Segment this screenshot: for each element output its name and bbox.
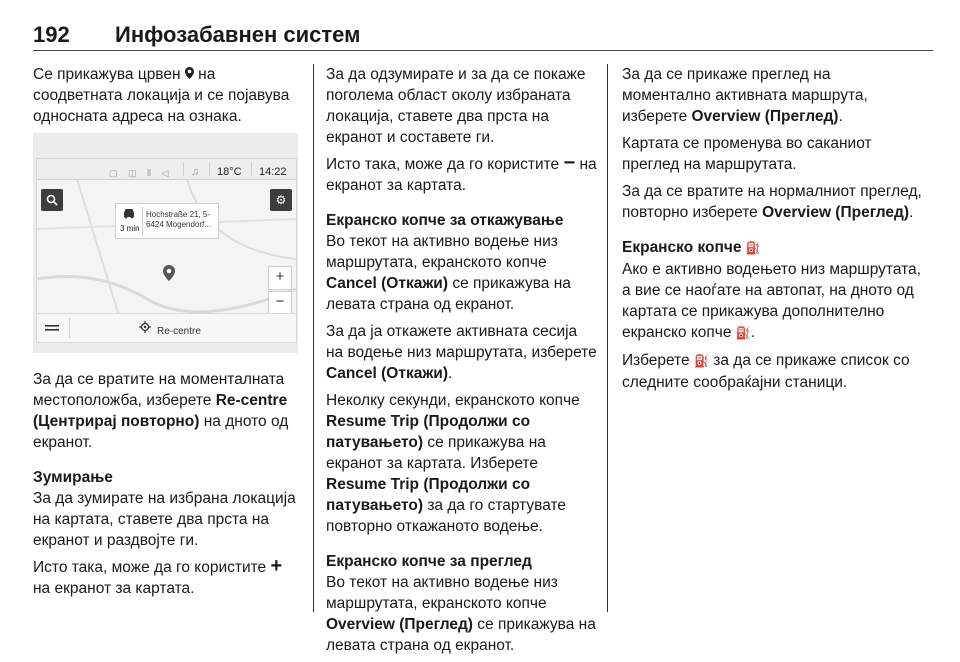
- destination-info-box[interactable]: [115, 203, 219, 239]
- paragraph: За да се вратите на нормалниот преглед, повторно изберете Overview (Преглед).: [622, 183, 922, 221]
- music-note-icon: ♫: [191, 166, 200, 178]
- paragraph: Во текот на активно водење низ маршрутата, екранското копче Cancel (Откажи) се прикажува на левата страна од екранот.: [326, 233, 571, 313]
- zoom-out-button[interactable]: −: [268, 291, 292, 315]
- recentre-icon: [139, 321, 151, 333]
- paragraph: Неколку секунди, екранското копче Resume Trip (Продолжи со патувањето) се прикажува на екранот за картата. Изберете Resume Trip (Продолжи со патувањето) за да го стартувате повторно откажаното водење.: [326, 392, 580, 535]
- column-divider: [607, 64, 608, 612]
- clock: 14:22: [259, 166, 287, 178]
- section-heading-button: Екранско копче ⛽: [622, 237, 922, 259]
- gear-icon: ⚙: [275, 193, 287, 207]
- column-divider: [313, 64, 314, 612]
- column-2: [326, 64, 598, 662]
- paragraph: За да одзумирате и за да се покаже поголема област околу избраната локација, ставете два прста на екранот и составете ги.: [326, 66, 586, 146]
- temperature: 18°C: [217, 166, 242, 178]
- search-icon: [46, 194, 58, 206]
- search-button[interactable]: [41, 189, 63, 211]
- zoom-in-button[interactable]: +: [268, 266, 292, 290]
- settings-button[interactable]: [270, 189, 292, 211]
- paragraph: Изберете ⛽ за да се прикаже список со следните сообраќајни станици.: [622, 352, 910, 391]
- minus-icon: −: [563, 152, 576, 174]
- fuel-station-icon: ⛽: [745, 241, 761, 255]
- paragraph: Се прикажува црвен на соодветната локација и се појавува односната адреса на ознака.: [33, 66, 290, 125]
- section-heading-zoom: Зумирање: [33, 469, 113, 486]
- status-icons: ▢ ◫ ⦀ ◁: [109, 168, 173, 178]
- section-heading-cancel: Екранско копче за откажување: [326, 212, 564, 229]
- status-bar: [37, 159, 296, 180]
- paragraph: За да зумирате на избрана локација на картата, ставете два прста на екранот и раздвојте ги.: [33, 490, 296, 549]
- plus-icon: +: [270, 555, 283, 577]
- eta: 3 min: [120, 224, 140, 233]
- car-icon: [122, 207, 136, 219]
- column-1: [33, 64, 298, 605]
- paragraph: Картата се променува во саканиот преглед на маршрутата.: [622, 135, 872, 173]
- chapter-title: Инфозабавнен систем: [115, 22, 361, 47]
- section-heading-overview: Екранско копче за преглед: [326, 553, 532, 570]
- paragraph: За да ја откажете активната сесија на водење низ маршрутата, изберете Cancel (Откажи).: [326, 323, 597, 382]
- fuel-station-icon: ⛽: [735, 326, 751, 340]
- column-3: [622, 64, 922, 399]
- destination-address: Hochstraße 21, 5- 6424 Mogendorf...: [146, 210, 211, 229]
- navigation-screenshot: [33, 133, 298, 353]
- page-header: [33, 22, 933, 52]
- paragraph: За да се вратите на моменталната местоположба, изберете Re-centre (Центрирај повторно) на дното од екранот.: [33, 371, 289, 451]
- pin-icon: [185, 64, 194, 85]
- header-rule: [33, 50, 933, 51]
- fuel-station-icon: ⛽: [693, 354, 709, 368]
- map-pin-icon: [163, 265, 175, 281]
- menu-icon[interactable]: [45, 322, 59, 334]
- paragraph: Исто така, може да го користите − на екранот за картата.: [326, 152, 597, 194]
- page-number: 192: [33, 22, 70, 47]
- paragraph: Исто така, може да го користите + на екранот за картата.: [33, 555, 283, 597]
- map-bottom-bar: Re-centre: [37, 313, 296, 342]
- paragraph: Во текот на активно водење низ маршрутата, екранското копче Overview (Преглед) се прикажува на левата страна од екранот.: [326, 574, 596, 654]
- paragraph: За да се прикаже преглед на моментално активната маршрута, изберете Overview (Преглед).: [622, 66, 868, 125]
- map-screen: [36, 158, 297, 343]
- paragraph: Ако е активно водењето низ маршрутата, а вие се наоѓате на автопат, на дното од картата се прикажува дополнително екранско копче ⛽.: [622, 259, 922, 344]
